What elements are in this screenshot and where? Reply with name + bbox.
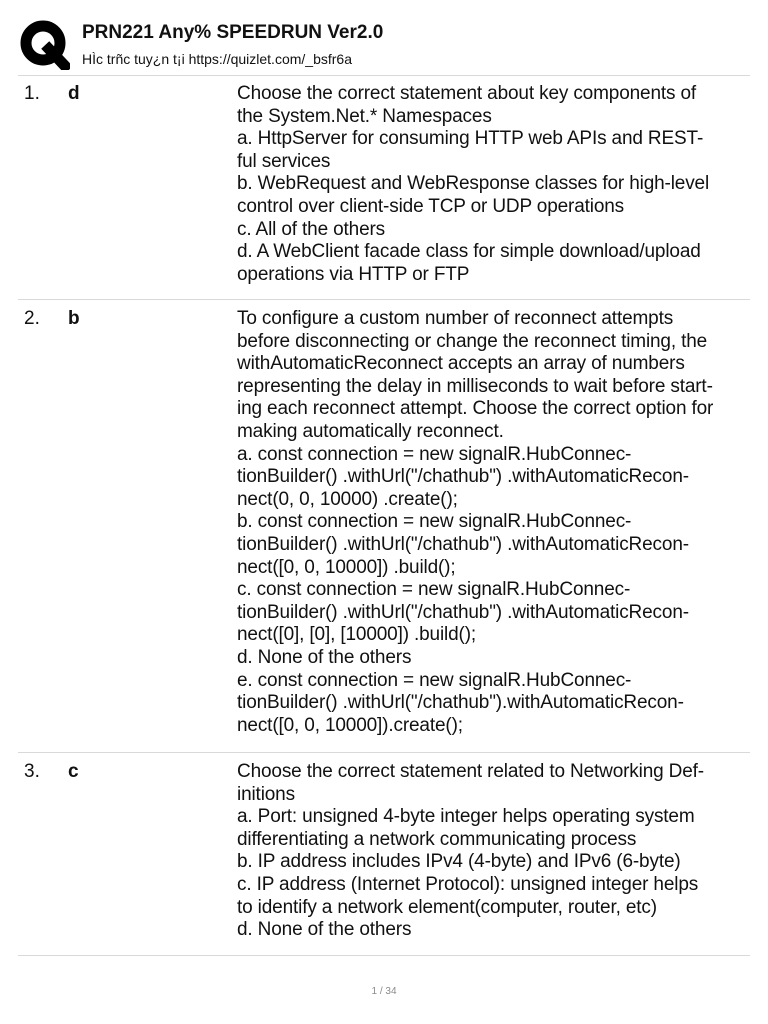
page-number: 1 / 34 <box>371 986 397 997</box>
question-line: the System.Net.* Namespaces <box>237 105 492 127</box>
item-question <box>237 308 743 737</box>
question-line: tionBuilder() .withUrl("/chathub") .withAutomaticRecon- <box>237 601 689 623</box>
question-line: operations via HTTP or FTP <box>237 263 470 285</box>
question-line: a. const connection = new signalR.HubConnec- <box>237 443 632 465</box>
question-line: a. Port: unsigned 4-byte integer helps operating system <box>237 806 695 828</box>
item-number: 2. <box>24 308 40 329</box>
question-line: a. HttpServer for consuming HTTP web APIs and REST- <box>237 128 704 150</box>
question-line: ing each reconnect attempt. Choose the correct option for <box>237 398 714 420</box>
item-divider <box>18 955 750 956</box>
question-line: withAutomaticReconnect accepts an array of numbers <box>237 353 685 375</box>
item-number: 3. <box>24 761 40 782</box>
page-subtitle: HÌc trñc tuy¿n t¡i https://quizlet.com/_bsfr6a <box>82 51 352 67</box>
item-answer: d <box>68 83 80 104</box>
question-line: nect([0], [0], [10000]) .build(); <box>237 624 477 646</box>
header-divider <box>18 75 750 76</box>
question-line: representing the delay in milliseconds to wait before start- <box>237 375 713 397</box>
page-title: PRN221 Any% SPEEDRUN Ver2.0 <box>82 22 384 43</box>
question-line: to identify a network element(computer, router, etc) <box>237 896 657 918</box>
item-divider <box>18 299 750 300</box>
item-question <box>237 83 743 286</box>
question-line: d. None of the others <box>237 919 412 941</box>
question-line: nect([0, 0, 10000]) .build(); <box>237 556 456 578</box>
question-line: differentiating a network communicating process <box>237 828 637 850</box>
item-number: 1. <box>24 83 40 104</box>
question-line: e. const connection = new signalR.HubConnec- <box>237 669 632 691</box>
question-line: before disconnecting or change the reconnect timing, the <box>237 330 708 352</box>
question-line: c. All of the others <box>237 218 386 240</box>
item-divider <box>18 752 750 753</box>
question-line: Choose the correct statement related to Networking Def- <box>237 761 704 782</box>
quizlet-logo-icon <box>18 18 70 70</box>
question-line: tionBuilder() .withUrl("/chathub") .withAutomaticRecon- <box>237 533 689 555</box>
question-line: ful services <box>237 150 331 172</box>
question-line: tionBuilder() .withUrl("/chathub") .withAutomaticRecon- <box>237 466 689 488</box>
question-line: tionBuilder() .withUrl("/chathub").withAutomaticRecon- <box>237 692 684 714</box>
question-line: nect(0, 0, 10000) .create(); <box>237 488 458 510</box>
item-question <box>237 761 743 942</box>
question-line: making automatically reconnect. <box>237 420 504 442</box>
question-line: nect([0, 0, 10000]).create(); <box>237 714 463 736</box>
question-line: d. None of the others <box>237 646 412 668</box>
question-line: control over client-side TCP or UDP operations <box>237 195 625 217</box>
question-line: d. A WebClient facade class for simple download/upload <box>237 241 701 263</box>
question-line: c. IP address (Internet Protocol): unsigned integer helps <box>237 873 699 895</box>
question-line: b. IP address includes IPv4 (4-byte) and IPv6 (6-byte) <box>237 851 681 873</box>
page-header <box>18 14 750 70</box>
question-line: b. const connection = new signalR.HubConnec- <box>237 511 632 533</box>
question-line: Choose the correct statement about key components of <box>237 83 697 104</box>
question-line: b. WebRequest and WebResponse classes for high-level <box>237 173 710 195</box>
item-answer: c <box>68 761 79 782</box>
question-line: To configure a custom number of reconnect attempts <box>237 308 674 329</box>
question-line: initions <box>237 783 295 805</box>
question-line: c. const connection = new signalR.HubConnec- <box>237 579 631 601</box>
item-answer: b <box>68 308 80 329</box>
